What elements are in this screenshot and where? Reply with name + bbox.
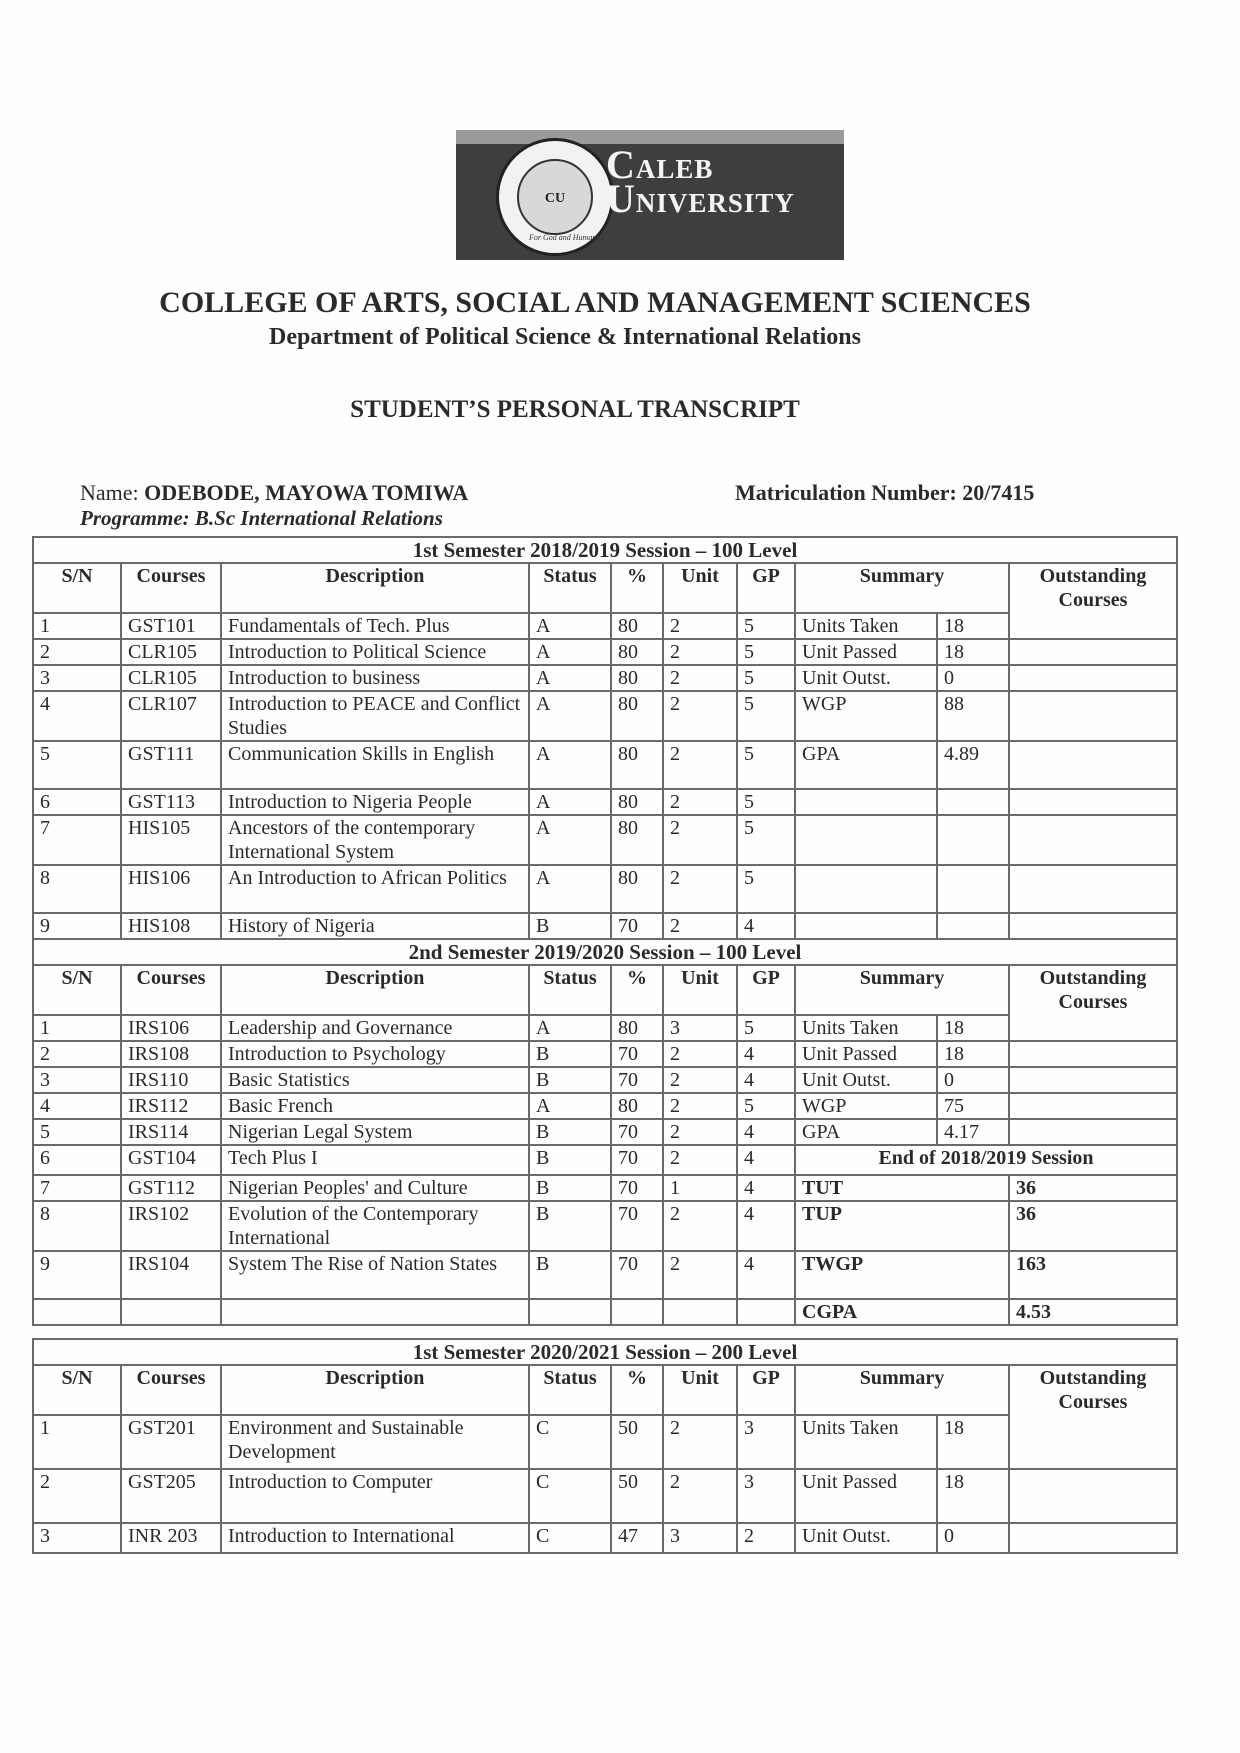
- programme: Programme: B.Sc International Relations: [80, 506, 443, 530]
- col-header-outstanding: Outstanding Courses: [1009, 965, 1177, 1015]
- summary-value: 18: [937, 613, 1009, 639]
- empty-cell: [121, 1299, 221, 1325]
- course-code: GST205: [121, 1469, 221, 1523]
- cumulative-value: 36: [1009, 1201, 1177, 1251]
- course-code: GST104: [121, 1145, 221, 1175]
- course-percent: 50: [611, 1415, 663, 1469]
- cumulative-label: CGPA: [795, 1299, 1009, 1325]
- summary-value: 4.89: [937, 741, 1009, 789]
- student-name: [80, 480, 468, 506]
- document-title: STUDENT’S PERSONAL TRANSCRIPT: [350, 396, 800, 423]
- course-gp: 4: [737, 913, 795, 939]
- course-unit: 2: [663, 913, 737, 939]
- course-status: C: [529, 1469, 611, 1523]
- course-status: B: [529, 1119, 611, 1145]
- col-header-gp: GP: [737, 965, 795, 1015]
- course-gp: 4: [737, 1067, 795, 1093]
- summary-label: Units Taken: [795, 613, 937, 639]
- col-header-description: Description: [221, 965, 529, 1015]
- course-code: CLR107: [121, 691, 221, 741]
- transcript-table-200-level: [32, 1338, 1178, 1554]
- course-sn: 4: [33, 691, 121, 741]
- course-code: HIS108: [121, 913, 221, 939]
- course-row: [33, 1119, 1177, 1145]
- logo-word-1: ALEB: [635, 154, 714, 184]
- summary-label: [795, 815, 937, 865]
- course-gp: 4: [737, 1119, 795, 1145]
- course-sn: 6: [33, 1145, 121, 1175]
- course-description: Introduction to Political Science: [221, 639, 529, 665]
- course-code: CLR105: [121, 639, 221, 665]
- course-code: IRS102: [121, 1201, 221, 1251]
- course-unit: 2: [663, 815, 737, 865]
- summary-label: Unit Passed: [795, 1041, 937, 1067]
- semester-title: 1st Semester 2018/2019 Session – 100 Level: [33, 537, 1177, 563]
- course-status: A: [529, 1093, 611, 1119]
- semester-title: 1st Semester 2020/2021 Session – 200 Level: [33, 1339, 1177, 1365]
- course-gp: 5: [737, 865, 795, 913]
- course-description: Basic French: [221, 1093, 529, 1119]
- col-header-sn: S/N: [33, 563, 121, 613]
- course-unit: 2: [663, 691, 737, 741]
- course-status: A: [529, 613, 611, 639]
- course-percent: 80: [611, 665, 663, 691]
- outstanding-courses: [1009, 1469, 1177, 1523]
- outstanding-courses: [1009, 613, 1177, 639]
- column-header-row: [33, 563, 1177, 613]
- university-logo: [456, 130, 844, 260]
- course-description: Introduction to Psychology: [221, 1041, 529, 1067]
- course-row: [33, 665, 1177, 691]
- course-status: A: [529, 639, 611, 665]
- outstanding-courses: [1009, 741, 1177, 789]
- semester-title-row: [33, 1339, 1177, 1365]
- course-unit: 2: [663, 1415, 737, 1469]
- name-value: ODEBODE, MAYOWA TOMIWA: [144, 480, 469, 505]
- course-row: [33, 1015, 1177, 1041]
- col-header-summary: Summary: [795, 1365, 1009, 1415]
- course-unit: 2: [663, 741, 737, 789]
- course-sn: 8: [33, 1201, 121, 1251]
- course-status: A: [529, 691, 611, 741]
- course-description: Basic Statistics: [221, 1067, 529, 1093]
- course-status: A: [529, 815, 611, 865]
- summary-value: 0: [937, 665, 1009, 691]
- course-row: [33, 1067, 1177, 1093]
- course-row: [33, 789, 1177, 815]
- col-header-status: Status: [529, 965, 611, 1015]
- col-header-summary: Summary: [795, 563, 1009, 613]
- course-description: Introduction to Computer: [221, 1469, 529, 1523]
- col-header-percent: %: [611, 563, 663, 613]
- empty-cell: [221, 1299, 529, 1325]
- course-unit: 2: [663, 613, 737, 639]
- course-row: [33, 913, 1177, 939]
- summary-label: Unit Passed: [795, 639, 937, 665]
- course-status: A: [529, 865, 611, 913]
- col-header-courses: Courses: [121, 965, 221, 1015]
- department-title: Department of Political Science & International Relations: [269, 324, 861, 350]
- empty-cell: [33, 1299, 121, 1325]
- summary-value: [937, 789, 1009, 815]
- summary-value: 0: [937, 1067, 1009, 1093]
- course-sn: 2: [33, 639, 121, 665]
- course-unit: 2: [663, 665, 737, 691]
- course-percent: 50: [611, 1469, 663, 1523]
- summary-label: [795, 865, 937, 913]
- course-code: IRS112: [121, 1093, 221, 1119]
- course-status: B: [529, 1041, 611, 1067]
- summary-label: GPA: [795, 1119, 937, 1145]
- course-status: B: [529, 1201, 611, 1251]
- course-sn: 3: [33, 1523, 121, 1553]
- summary-label: GPA: [795, 741, 937, 789]
- course-gp: 3: [737, 1415, 795, 1469]
- course-gp: 4: [737, 1175, 795, 1201]
- course-sn: 1: [33, 1015, 121, 1041]
- course-sn: 5: [33, 1119, 121, 1145]
- course-gp: 4: [737, 1201, 795, 1251]
- empty-cell: [737, 1299, 795, 1325]
- course-percent: 80: [611, 789, 663, 815]
- course-row: [33, 1251, 1177, 1299]
- course-percent: 80: [611, 639, 663, 665]
- cumulative-value: 163: [1009, 1251, 1177, 1299]
- course-sn: 7: [33, 1175, 121, 1201]
- course-row: [33, 1415, 1177, 1469]
- course-sn: 4: [33, 1093, 121, 1119]
- course-gp: 2: [737, 1523, 795, 1553]
- col-header-courses: Courses: [121, 1365, 221, 1415]
- outstanding-courses: [1009, 691, 1177, 741]
- course-unit: 2: [663, 1145, 737, 1175]
- course-description: Introduction to International: [221, 1523, 529, 1553]
- course-sn: 3: [33, 1067, 121, 1093]
- course-code: HIS106: [121, 865, 221, 913]
- course-row-empty: [33, 1299, 1177, 1325]
- course-percent: 80: [611, 613, 663, 639]
- course-row: [33, 613, 1177, 639]
- course-percent: 70: [611, 1067, 663, 1093]
- col-header-sn: S/N: [33, 1365, 121, 1415]
- course-description: Leadership and Governance: [221, 1015, 529, 1041]
- summary-value: 18: [937, 1041, 1009, 1067]
- course-description: Tech Plus I: [221, 1145, 529, 1175]
- course-unit: 2: [663, 1251, 737, 1299]
- course-unit: 3: [663, 1523, 737, 1553]
- outstanding-courses: [1009, 1119, 1177, 1145]
- course-unit: 2: [663, 1093, 737, 1119]
- outstanding-courses: [1009, 639, 1177, 665]
- course-unit: 2: [663, 1201, 737, 1251]
- summary-label: Unit Outst.: [795, 665, 937, 691]
- course-unit: 2: [663, 1067, 737, 1093]
- course-unit: 2: [663, 789, 737, 815]
- summary-label: [795, 789, 937, 815]
- col-header-summary: Summary: [795, 965, 1009, 1015]
- end-of-session-title: End of 2018/2019 Session: [795, 1145, 1177, 1175]
- course-code: GST113: [121, 789, 221, 815]
- course-code: INR 203: [121, 1523, 221, 1553]
- course-gp: 5: [737, 1093, 795, 1119]
- course-row: [33, 691, 1177, 741]
- course-unit: 2: [663, 639, 737, 665]
- course-description: An Introduction to African Politics: [221, 865, 529, 913]
- column-header-row: [33, 1365, 1177, 1415]
- course-sn: 2: [33, 1041, 121, 1067]
- col-header-courses: Courses: [121, 563, 221, 613]
- outstanding-courses: [1009, 913, 1177, 939]
- cumulative-label: TUP: [795, 1201, 1009, 1251]
- course-sn: 2: [33, 1469, 121, 1523]
- summary-value: 4.17: [937, 1119, 1009, 1145]
- summary-label: Unit Outst.: [795, 1523, 937, 1553]
- course-gp: 5: [737, 613, 795, 639]
- col-header-outstanding: Outstanding Courses: [1009, 563, 1177, 613]
- course-sn: 9: [33, 913, 121, 939]
- course-status: B: [529, 913, 611, 939]
- outstanding-courses: [1009, 865, 1177, 913]
- summary-value: [937, 865, 1009, 913]
- course-percent: 70: [611, 1041, 663, 1067]
- column-header-row: [33, 965, 1177, 1015]
- course-sn: 1: [33, 613, 121, 639]
- course-code: IRS114: [121, 1119, 221, 1145]
- course-percent: 80: [611, 865, 663, 913]
- cumulative-value: 4.53: [1009, 1299, 1177, 1325]
- semester-title-row: [33, 537, 1177, 563]
- course-gp: 5: [737, 691, 795, 741]
- outstanding-courses: [1009, 789, 1177, 815]
- course-code: IRS110: [121, 1067, 221, 1093]
- col-header-description: Description: [221, 1365, 529, 1415]
- course-status: A: [529, 741, 611, 789]
- course-gp: 5: [737, 789, 795, 815]
- cumulative-label: TWGP: [795, 1251, 1009, 1299]
- course-percent: 70: [611, 1119, 663, 1145]
- course-status: B: [529, 1251, 611, 1299]
- semester-title: 2nd Semester 2019/2020 Session – 100 Level: [33, 939, 1177, 965]
- course-unit: 1: [663, 1175, 737, 1201]
- course-status: B: [529, 1067, 611, 1093]
- logo-word-2: NIVERSITY: [635, 188, 795, 218]
- summary-value: 88: [937, 691, 1009, 741]
- seal-motto: For God and Humanity: [529, 233, 605, 242]
- outstanding-courses: [1009, 1415, 1177, 1469]
- course-description: Introduction to business: [221, 665, 529, 691]
- summary-label: WGP: [795, 1093, 937, 1119]
- col-header-description: Description: [221, 563, 529, 613]
- course-sn: 7: [33, 815, 121, 865]
- course-status: B: [529, 1175, 611, 1201]
- empty-cell: [611, 1299, 663, 1325]
- course-code: IRS104: [121, 1251, 221, 1299]
- course-unit: 2: [663, 865, 737, 913]
- course-description: Introduction to PEACE and Conflict Studies: [221, 691, 529, 741]
- summary-label: Units Taken: [795, 1415, 937, 1469]
- course-percent: 70: [611, 1145, 663, 1175]
- course-row: [33, 1523, 1177, 1553]
- semester-title-row: [33, 939, 1177, 965]
- col-header-unit: Unit: [663, 1365, 737, 1415]
- course-code: IRS106: [121, 1015, 221, 1041]
- course-row: [33, 1201, 1177, 1251]
- course-gp: 5: [737, 639, 795, 665]
- summary-value: 18: [937, 1469, 1009, 1523]
- col-header-sn: S/N: [33, 965, 121, 1015]
- cumulative-value: 36: [1009, 1175, 1177, 1201]
- course-sn: 9: [33, 1251, 121, 1299]
- course-description: Communication Skills in English: [221, 741, 529, 789]
- col-header-percent: %: [611, 965, 663, 1015]
- col-header-percent: %: [611, 1365, 663, 1415]
- course-sn: 3: [33, 665, 121, 691]
- course-status: A: [529, 1015, 611, 1041]
- course-sn: 5: [33, 741, 121, 789]
- summary-value: 0: [937, 1523, 1009, 1553]
- outstanding-courses: [1009, 1523, 1177, 1553]
- course-gp: 5: [737, 665, 795, 691]
- summary-label: Unit Passed: [795, 1469, 937, 1523]
- col-header-gp: GP: [737, 1365, 795, 1415]
- course-gp: 5: [737, 741, 795, 789]
- course-row: [33, 1041, 1177, 1067]
- course-gp: 3: [737, 1469, 795, 1523]
- course-description: Ancestors of the contemporary International System: [221, 815, 529, 865]
- empty-cell: [663, 1299, 737, 1325]
- summary-value: [937, 913, 1009, 939]
- summary-value: 18: [937, 1415, 1009, 1469]
- course-percent: 80: [611, 741, 663, 789]
- col-header-status: Status: [529, 1365, 611, 1415]
- course-gp: 4: [737, 1041, 795, 1067]
- outstanding-courses: [1009, 665, 1177, 691]
- col-header-outstanding: Outstanding Courses: [1009, 1365, 1177, 1415]
- empty-cell: [529, 1299, 611, 1325]
- course-row: [33, 639, 1177, 665]
- outstanding-courses: [1009, 1015, 1177, 1041]
- course-description: Environment and Sustainable Development: [221, 1415, 529, 1469]
- course-sn: 8: [33, 865, 121, 913]
- course-percent: 80: [611, 1093, 663, 1119]
- transcript-table-100-level: [32, 536, 1178, 1326]
- course-description: System The Rise of Nation States: [221, 1251, 529, 1299]
- course-status: A: [529, 665, 611, 691]
- course-row: [33, 865, 1177, 913]
- course-code: GST112: [121, 1175, 221, 1201]
- summary-label: Unit Outst.: [795, 1067, 937, 1093]
- course-status: C: [529, 1415, 611, 1469]
- summary-value: [937, 815, 1009, 865]
- course-description: Evolution of the Contemporary International: [221, 1201, 529, 1251]
- cumulative-label: TUT: [795, 1175, 1009, 1201]
- col-header-status: Status: [529, 563, 611, 613]
- col-header-unit: Unit: [663, 965, 737, 1015]
- course-percent: 80: [611, 691, 663, 741]
- course-description: Introduction to Nigeria People: [221, 789, 529, 815]
- summary-label: [795, 913, 937, 939]
- course-sn: 6: [33, 789, 121, 815]
- course-gp: 5: [737, 1015, 795, 1041]
- course-row: [33, 1145, 1177, 1175]
- course-unit: 2: [663, 1041, 737, 1067]
- seal-monogram: CU: [544, 191, 566, 206]
- seal-inner: [517, 159, 593, 235]
- university-name: [606, 142, 795, 221]
- col-header-gp: GP: [737, 563, 795, 613]
- course-row: [33, 741, 1177, 789]
- course-sn: 1: [33, 1415, 121, 1469]
- summary-value: 18: [937, 1015, 1009, 1041]
- course-unit: 3: [663, 1015, 737, 1041]
- course-code: GST201: [121, 1415, 221, 1469]
- course-percent: 70: [611, 1251, 663, 1299]
- course-code: GST101: [121, 613, 221, 639]
- course-gp: 4: [737, 1251, 795, 1299]
- course-code: CLR105: [121, 665, 221, 691]
- outstanding-courses: [1009, 1093, 1177, 1119]
- course-percent: 80: [611, 815, 663, 865]
- summary-label: WGP: [795, 691, 937, 741]
- col-header-unit: Unit: [663, 563, 737, 613]
- outstanding-courses: [1009, 1067, 1177, 1093]
- summary-value: 18: [937, 639, 1009, 665]
- summary-value: 75: [937, 1093, 1009, 1119]
- matriculation-number: Matriculation Number: 20/7415: [735, 480, 1035, 505]
- college-title: COLLEGE OF ARTS, SOCIAL AND MANAGEMENT SCIENCES: [159, 286, 1031, 319]
- logo-band: [456, 130, 844, 144]
- logo-letter-u: U: [606, 176, 636, 221]
- course-unit: 2: [663, 1469, 737, 1523]
- course-status: B: [529, 1145, 611, 1175]
- course-status: A: [529, 789, 611, 815]
- course-row: [33, 815, 1177, 865]
- course-percent: 80: [611, 1015, 663, 1041]
- course-unit: 2: [663, 1119, 737, 1145]
- course-row: [33, 1469, 1177, 1523]
- course-description: History of Nigeria: [221, 913, 529, 939]
- logo-letter-c: C: [606, 142, 636, 187]
- outstanding-courses: [1009, 815, 1177, 865]
- course-percent: 70: [611, 913, 663, 939]
- course-description: Nigerian Peoples' and Culture: [221, 1175, 529, 1201]
- course-percent: 47: [611, 1523, 663, 1553]
- course-description: Nigerian Legal System: [221, 1119, 529, 1145]
- course-status: C: [529, 1523, 611, 1553]
- course-row: [33, 1093, 1177, 1119]
- summary-label: Units Taken: [795, 1015, 937, 1041]
- course-row: [33, 1175, 1177, 1201]
- course-percent: 70: [611, 1175, 663, 1201]
- university-seal: [496, 138, 614, 256]
- course-percent: 70: [611, 1201, 663, 1251]
- name-label: Name:: [80, 480, 139, 505]
- course-code: IRS108: [121, 1041, 221, 1067]
- course-gp: 5: [737, 815, 795, 865]
- course-code: GST111: [121, 741, 221, 789]
- course-gp: 4: [737, 1145, 795, 1175]
- course-description: Fundamentals of Tech. Plus: [221, 613, 529, 639]
- outstanding-courses: [1009, 1041, 1177, 1067]
- course-code: HIS105: [121, 815, 221, 865]
